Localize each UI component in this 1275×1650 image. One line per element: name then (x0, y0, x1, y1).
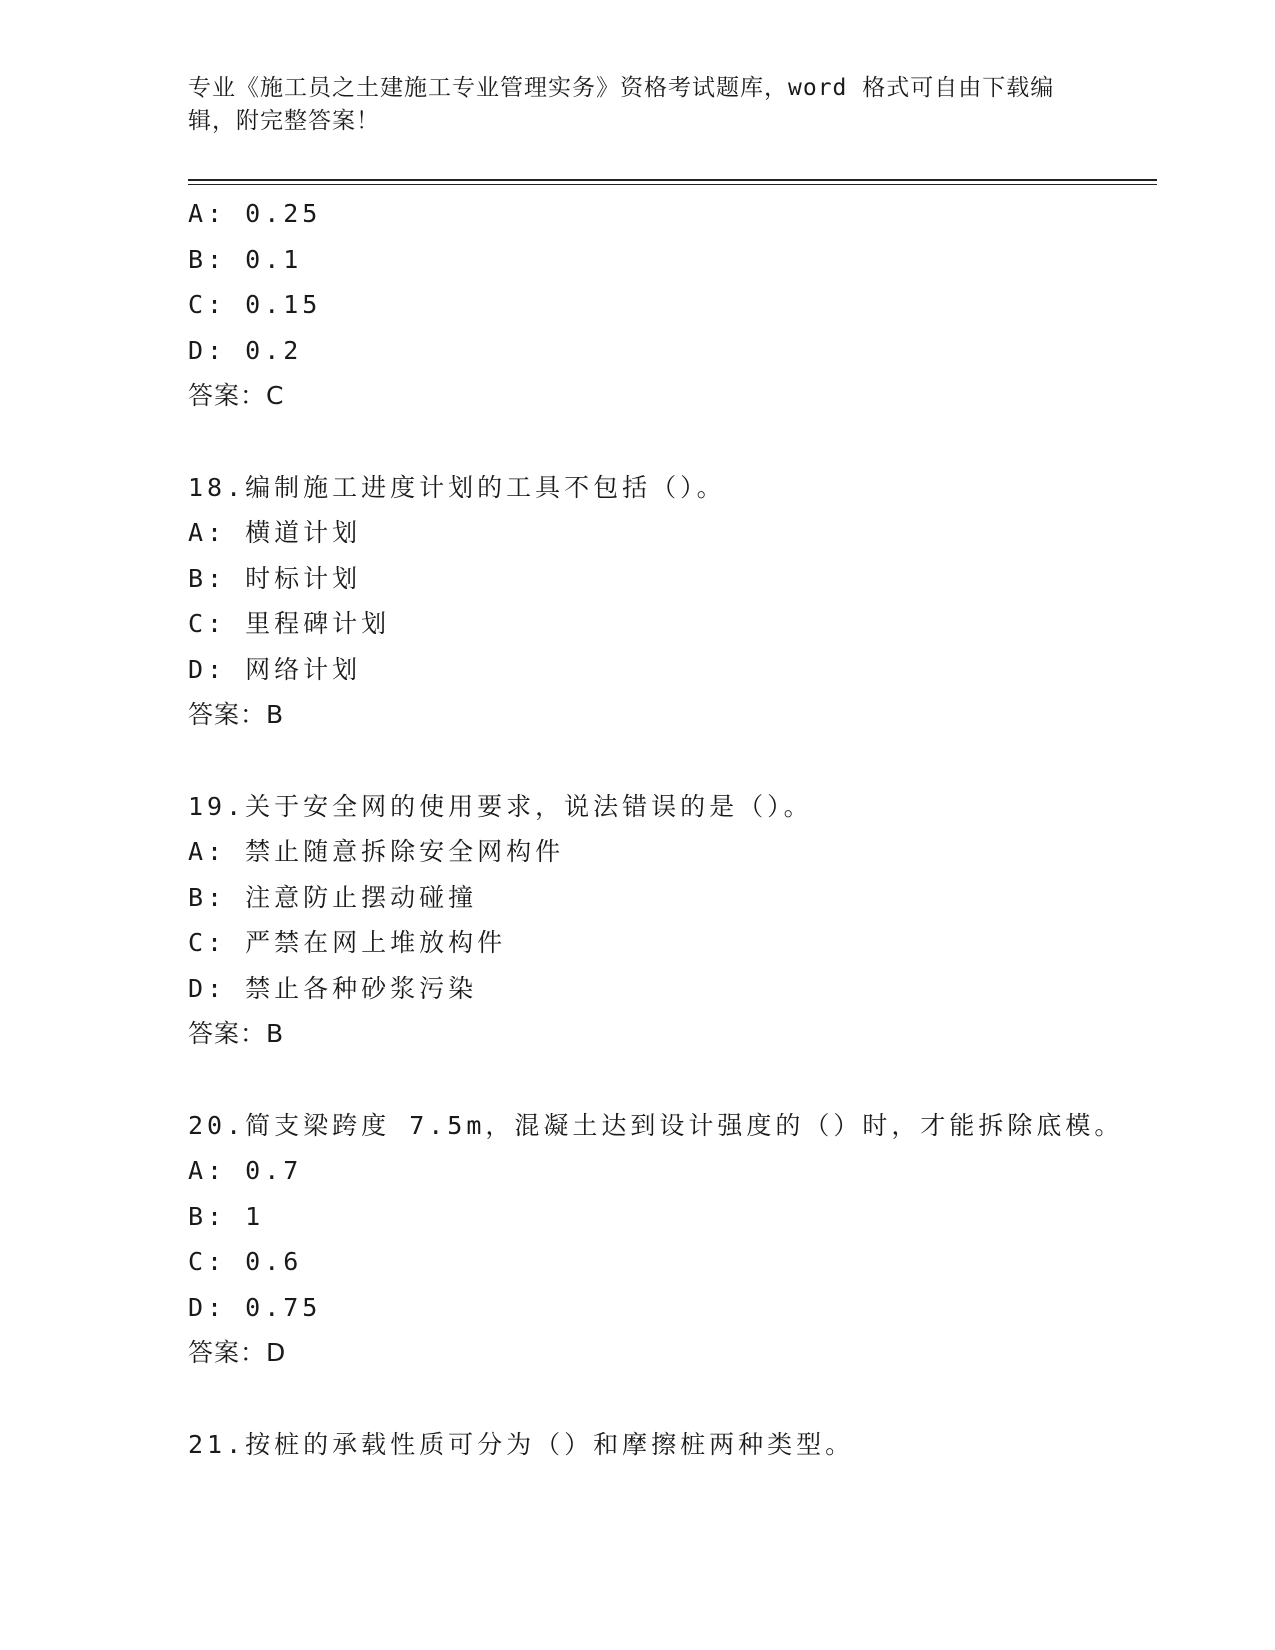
spacer (188, 1057, 1148, 1103)
option-c: C: 严禁在网上堆放构件 (188, 928, 507, 957)
header-title-line-2: 辑，附完整答案！ (188, 108, 380, 134)
document-header (188, 72, 1068, 138)
option-d: D: 网络计划 (188, 654, 362, 684)
option-b: B: 时标计划 (188, 563, 362, 593)
answer: 答案：C (188, 381, 285, 410)
option-c: C: 里程碑计划 (188, 609, 391, 638)
option-d: D: 禁止各种砂浆污染 (188, 973, 478, 1003)
option-b: B: 注意防止摆动碰撞 (188, 882, 478, 912)
option-c: C: 0.15 (188, 290, 322, 319)
question-block-18 (188, 465, 1148, 738)
header-title-line-1: 专业《施工员之土建施工专业管理实务》资格考试题库，word 格式可自由下载编 (188, 75, 1055, 101)
option-a: A: 横道计划 (188, 518, 362, 547)
question-block-21 (188, 1422, 1148, 1468)
option-a: A: 0.25 (188, 199, 322, 228)
spacer (188, 1376, 1148, 1422)
question-block-20 (188, 1103, 1148, 1376)
answer: 答案：D (188, 1338, 287, 1367)
answer: 答案：B (188, 1019, 285, 1048)
option-b: B: 0.1 (188, 244, 303, 274)
question-text: 19.关于安全网的使用要求，说法错误的是（）。 (188, 791, 813, 821)
option-d: D: 0.2 (188, 335, 303, 365)
option-a: A: 0.7 (188, 1156, 303, 1185)
option-a: A: 禁止随意拆除安全网构件 (188, 837, 565, 866)
header-divider-thick (188, 179, 1157, 181)
option-b: B: 1 (188, 1201, 265, 1231)
question-text: 18.编制施工进度计划的工具不包括（）。 (188, 472, 726, 502)
question-list (188, 191, 1148, 1467)
spacer (188, 738, 1148, 784)
option-d: D: 0.75 (188, 1292, 322, 1322)
question-text: 21.按桩的承载性质可分为（）和摩擦桩两种类型。 (188, 1429, 855, 1459)
question-block-19 (188, 784, 1148, 1057)
header-divider-thin (188, 184, 1157, 185)
question-text: 20.简支梁跨度 7.5m，混凝土达到设计强度的（）时，才能拆除底模。 (188, 1110, 1124, 1140)
question-block-17 (188, 191, 1148, 419)
option-c: C: 0.6 (188, 1247, 303, 1276)
answer: 答案：B (188, 700, 285, 729)
spacer (188, 419, 1148, 465)
